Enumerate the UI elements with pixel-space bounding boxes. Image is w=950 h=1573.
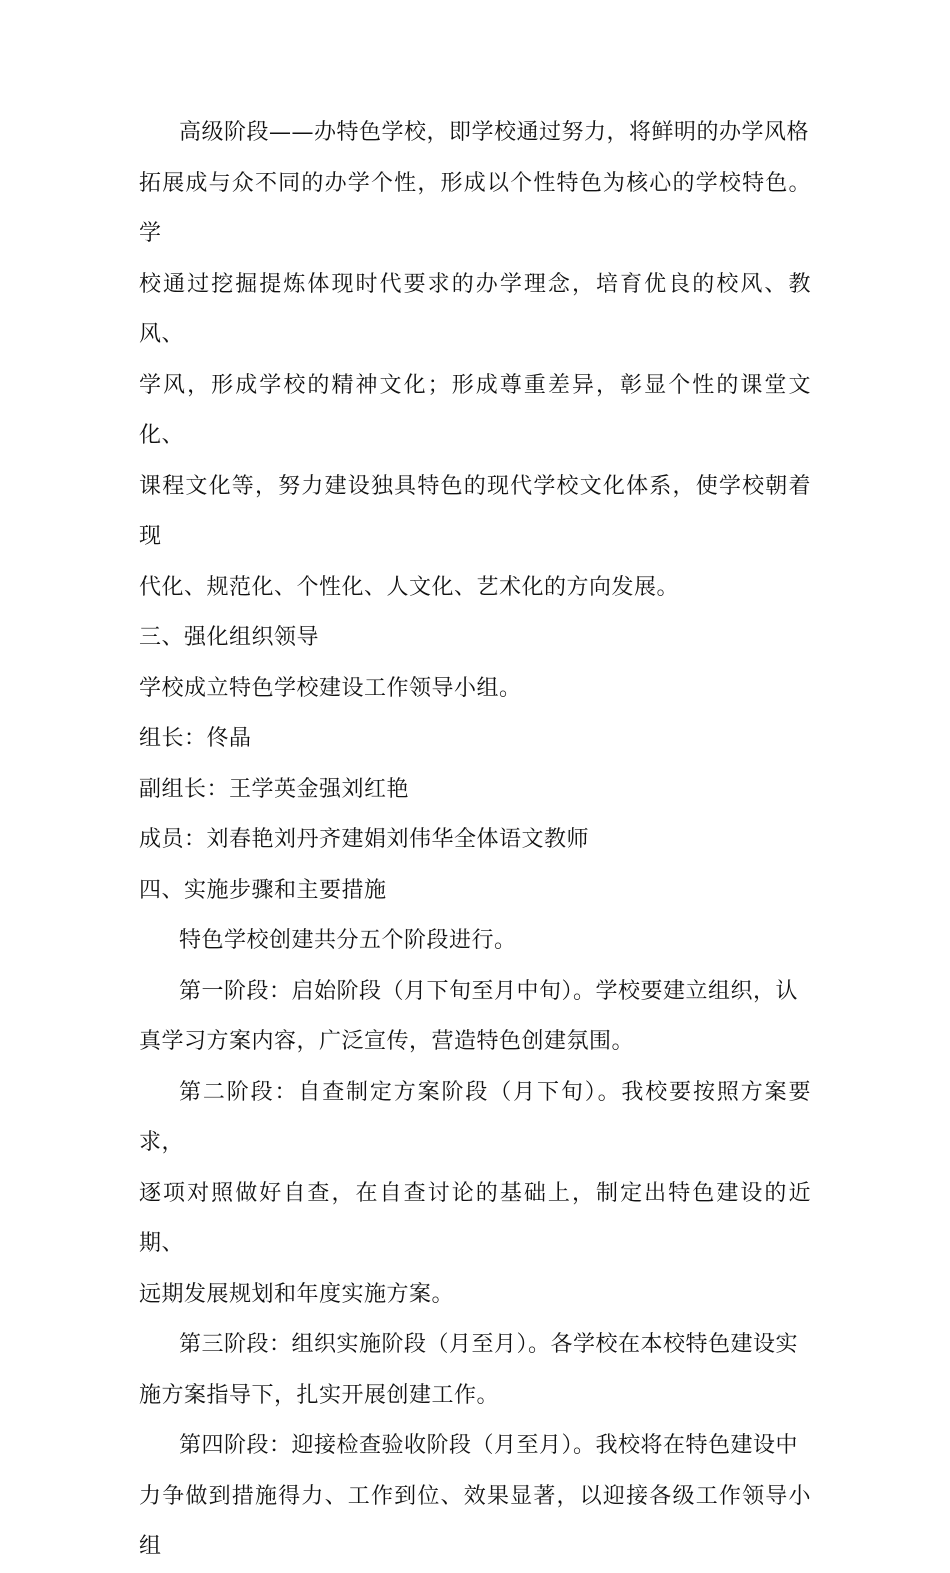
text-line: 第二阶段：自查制定方案阶段（月下旬）。我校要按照方案要求， bbox=[139, 1079, 811, 1155]
text-line: 第四阶段：迎接检查验收阶段（月至月）。我校将在特色建设中 bbox=[179, 1433, 799, 1458]
heading-text: 三、强化组织领导 bbox=[139, 625, 320, 650]
text-line: 校通过挖掘提炼体现时代要求的办学理念，培育优良的校风、教风、 bbox=[139, 271, 811, 347]
document-body bbox=[139, 108, 811, 1573]
text-line: 课程文化等，努力建设独具特色的现代学校文化体系，使学校朝着现 bbox=[139, 473, 811, 549]
text-line: 逐项对照做好自查，在自查讨论的基础上，制定出特色建设的近期、 bbox=[139, 1180, 811, 1256]
paragraph-advanced-stage bbox=[139, 108, 811, 613]
paragraph-stage-one bbox=[139, 967, 811, 1068]
text-line: 真学习方案内容，广泛宣传，营造特色创建氛围。 bbox=[139, 1029, 635, 1054]
text-line: 远期发展规划和年度实施方案。 bbox=[139, 1281, 455, 1307]
text-line: 副组长：王学英金强刘红艳 bbox=[139, 776, 410, 802]
paragraph-stage-three bbox=[139, 1320, 811, 1421]
text-line: 第三阶段：组织实施阶段（月至月）。各学校在本校特色建设实 bbox=[179, 1332, 799, 1357]
text-line: 高级阶段——办特色学校，即学校通过努力，将鲜明的办学风格 bbox=[179, 120, 810, 145]
section-heading-organization bbox=[139, 613, 811, 664]
text-line: 学校成立特色学校建设工作领导小组。 bbox=[139, 675, 522, 701]
text-line: 学风，形成学校的精神文化；形成尊重差异，彰显个性的课堂文化、 bbox=[139, 372, 811, 448]
text-line: 拓展成与众不同的办学个性，形成以个性特色为核心的学校特色。学 bbox=[139, 170, 811, 246]
paragraph-stage-two bbox=[139, 1068, 811, 1321]
text-line: 组长：佟晶 bbox=[139, 726, 252, 751]
text-line: 代化、规范化、个性化、人文化、艺术化的方向发展。 bbox=[139, 574, 680, 600]
text-line: 力争做到措施得力、工作到位、效果显著，以迎接各级工作领导小组 bbox=[139, 1483, 811, 1559]
paragraph-group-leader bbox=[139, 714, 811, 765]
heading-text: 四、实施步骤和主要措施 bbox=[139, 877, 387, 903]
paragraph-five-stages bbox=[139, 916, 811, 967]
paragraph-leadership-group bbox=[139, 664, 811, 715]
text-line: 特色学校创建共分五个阶段进行。 bbox=[179, 928, 517, 953]
paragraph-deputy-leaders bbox=[139, 765, 811, 816]
text-line: 第一阶段：启始阶段（月下旬至月中旬）。学校要建立组织，认 bbox=[179, 978, 799, 1004]
section-heading-implementation bbox=[139, 866, 811, 917]
text-line: 成员：刘春艳刘丹齐建娟刘伟华全体语文教师 bbox=[139, 827, 590, 852]
paragraph-members bbox=[139, 815, 811, 866]
paragraph-stage-four bbox=[139, 1421, 811, 1573]
text-line: 施方案指导下，扎实开展创建工作。 bbox=[139, 1382, 500, 1408]
